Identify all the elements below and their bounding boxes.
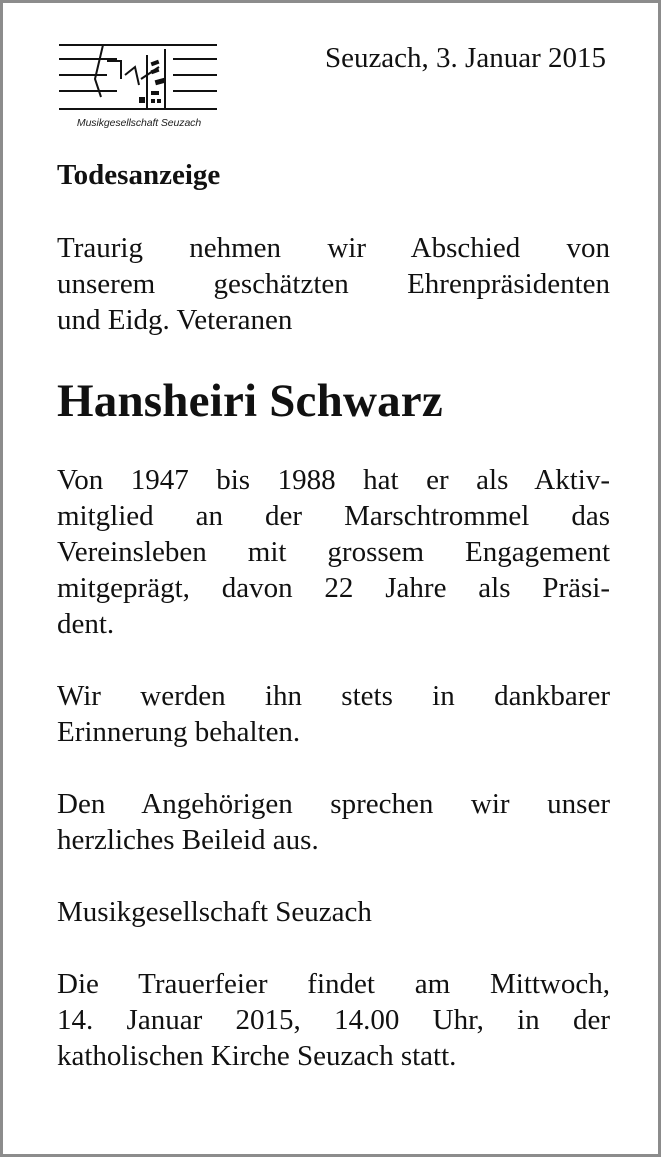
bio-line: mitglied an der Marschtrommel das bbox=[57, 500, 610, 532]
remembrance-line: Erinnerung behalten. bbox=[57, 716, 301, 748]
music-staff-logo-icon bbox=[55, 39, 223, 115]
intro-paragraph bbox=[57, 230, 610, 338]
intro-line: und Eidg. Veteranen bbox=[57, 304, 293, 336]
place-date-line: Seuzach, 3. Januar 2015 bbox=[324, 42, 606, 74]
funeral-paragraph bbox=[57, 966, 610, 1074]
bio-line: Vereinsleben mit grossem Engagement bbox=[57, 536, 610, 568]
deceased-name: Hansheiri Schwarz bbox=[57, 375, 443, 427]
funeral-line: katholischen Kirche Seuzach statt. bbox=[57, 1040, 457, 1072]
funeral-line: Die Trauerfeier findet am Mittwoch, bbox=[57, 968, 610, 1000]
intro-line: Traurig nehmen wir Abschied von bbox=[57, 232, 610, 264]
music-society-logo bbox=[55, 39, 223, 137]
condolence-paragraph bbox=[57, 786, 610, 858]
obituary-body bbox=[57, 157, 610, 1074]
logo-caption: Musikgesellschaft Seuzach bbox=[76, 117, 202, 129]
remembrance-paragraph bbox=[57, 678, 610, 750]
funeral-line: 14. Januar 2015, 14.00 Uhr, in der bbox=[57, 1004, 610, 1036]
condolence-line: herzliches Beileid aus. bbox=[57, 824, 319, 856]
bio-line: dent. bbox=[57, 608, 115, 640]
bio-line: Von 1947 bis 1988 hat er als Aktiv- bbox=[57, 464, 610, 496]
biography-paragraph bbox=[57, 462, 610, 642]
condolence-line: Den Angehörigen sprechen wir unser bbox=[57, 788, 610, 820]
signature-line: Musikgesellschaft Seuzach bbox=[57, 896, 372, 928]
remembrance-line: Wir werden ihn stets in dankbarer bbox=[57, 680, 610, 712]
notice-heading: Todesanzeige bbox=[57, 159, 221, 191]
intro-line: unserem geschätzten Ehrenpräsidenten bbox=[57, 268, 610, 300]
bio-line: mitgeprägt, davon 22 Jahre als Präsi- bbox=[57, 572, 610, 604]
